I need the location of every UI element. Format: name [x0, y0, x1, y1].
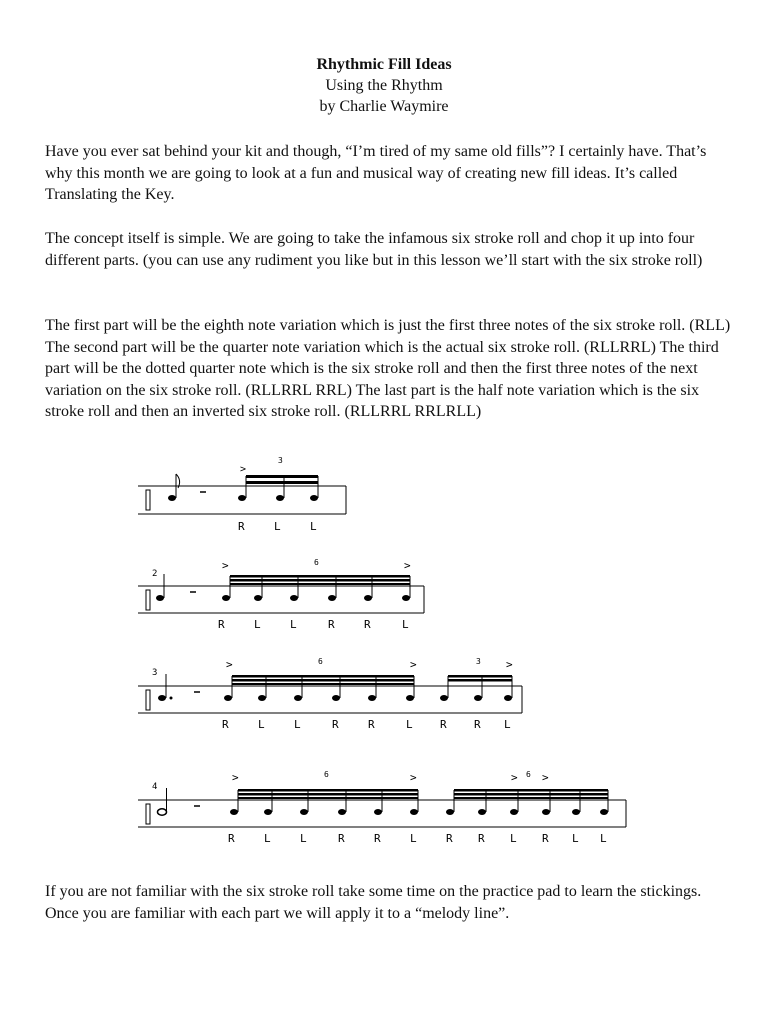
sticking-3-4: R: [332, 718, 339, 731]
accent-mark-1a: >: [240, 464, 247, 475]
sticking-4-11: L: [572, 832, 579, 845]
notation-example-2: [138, 558, 424, 631]
sticking-3-7: R: [440, 718, 447, 731]
sticking-1-1: R: [238, 520, 245, 533]
sticking-4-4: R: [338, 832, 345, 845]
tuplet-mark-4a: 6: [324, 770, 329, 779]
sticking-4-12: L: [600, 832, 607, 845]
sticking-4-3: L: [300, 832, 307, 845]
sticking-4-6: L: [410, 832, 417, 845]
sticking-3-6: L: [406, 718, 413, 731]
accent-mark-4d: >: [542, 771, 549, 784]
document-author: by Charlie Waymire: [319, 98, 449, 115]
sticking-4-9: L: [510, 832, 517, 845]
notation-example-4: [138, 770, 626, 845]
sticking-1-2: L: [274, 520, 281, 533]
tuplet-mark-3a: 6: [318, 657, 323, 666]
example-number-4: 4: [152, 782, 158, 792]
sticking-2-4: R: [328, 618, 335, 631]
paragraph-concept: The concept itself is simple. We are going to take the infamous six stroke roll and chop it up into four different parts. (you can use any rudiment you like but in this lesson we’ll start with the six stroke roll): [45, 230, 703, 269]
accent-mark-4b: >: [410, 771, 417, 784]
sticking-1-3: L: [310, 520, 317, 533]
sticking-3-3: L: [294, 718, 301, 731]
sticking-3-9: L: [504, 718, 511, 731]
example-number-2: 2: [152, 569, 158, 579]
sticking-4-8: R: [478, 832, 485, 845]
sticking-4-10: R: [542, 832, 549, 845]
accent-mark-4c: >: [511, 771, 518, 784]
sticking-3-5: R: [368, 718, 375, 731]
sticking-2-2: L: [254, 618, 261, 631]
accent-mark-2a: >: [222, 559, 229, 572]
document-title: Rhythmic Fill Ideas: [316, 56, 452, 73]
document-subtitle: Using the Rhythm: [325, 77, 443, 94]
tuplet-mark-4b: 6: [526, 770, 531, 779]
tuplet-mark-2a: 6: [314, 558, 319, 567]
sticking-3-2: L: [258, 718, 265, 731]
sticking-2-6: L: [402, 618, 409, 631]
sticking-4-2: L: [264, 832, 271, 845]
tuplet-mark-1a: 3: [278, 456, 283, 465]
accent-mark-2b: >: [404, 559, 411, 572]
accent-mark-3b: >: [410, 658, 417, 671]
sticking-2-3: L: [290, 618, 297, 631]
accent-mark-3a: >: [226, 658, 233, 671]
sticking-2-5: R: [364, 618, 371, 631]
paragraph-parts: The first part will be the eighth note variation which is just the first three notes of the six stroke roll. (RLL) The second part will be the quarter note variation which is the actual six stroke roll. (RLLRRL) The third part will be the dotted quarter note which is the six stroke roll and then the first three notes of the next variation on the six stroke roll. (RLLRRL RRL) The last part is the half note variation which is the six stroke roll and then an inverted six stroke roll. (RLLRRL RRLRLL): [45, 317, 731, 420]
sticking-3-1: R: [222, 718, 229, 731]
notation-example-1: [138, 456, 346, 533]
example-number-3: 3: [152, 668, 158, 678]
notation-example-3: [138, 657, 522, 731]
paragraph-practice: If you are not familiar with the six stroke roll take some time on the practice pad to learn the stickings. Once you are familiar with each part we will apply it to a “melody line”.: [45, 883, 702, 922]
sticking-3-8: R: [474, 718, 481, 731]
sticking-4-1: R: [228, 832, 235, 845]
accent-mark-4a: >: [232, 771, 239, 784]
sticking-4-7: R: [446, 832, 453, 845]
sticking-2-1: R: [218, 618, 225, 631]
accent-mark-3c: >: [506, 658, 513, 671]
tuplet-mark-3b: 3: [476, 657, 481, 666]
paragraph-intro: Have you ever sat behind your kit and though, “I’m tired of my same old fills”? I certainly have. That’s why this month we are going to look at a fun and musical way of creating new fill ideas. It’s called Translating the Key.: [45, 143, 707, 203]
sticking-4-5: R: [374, 832, 381, 845]
